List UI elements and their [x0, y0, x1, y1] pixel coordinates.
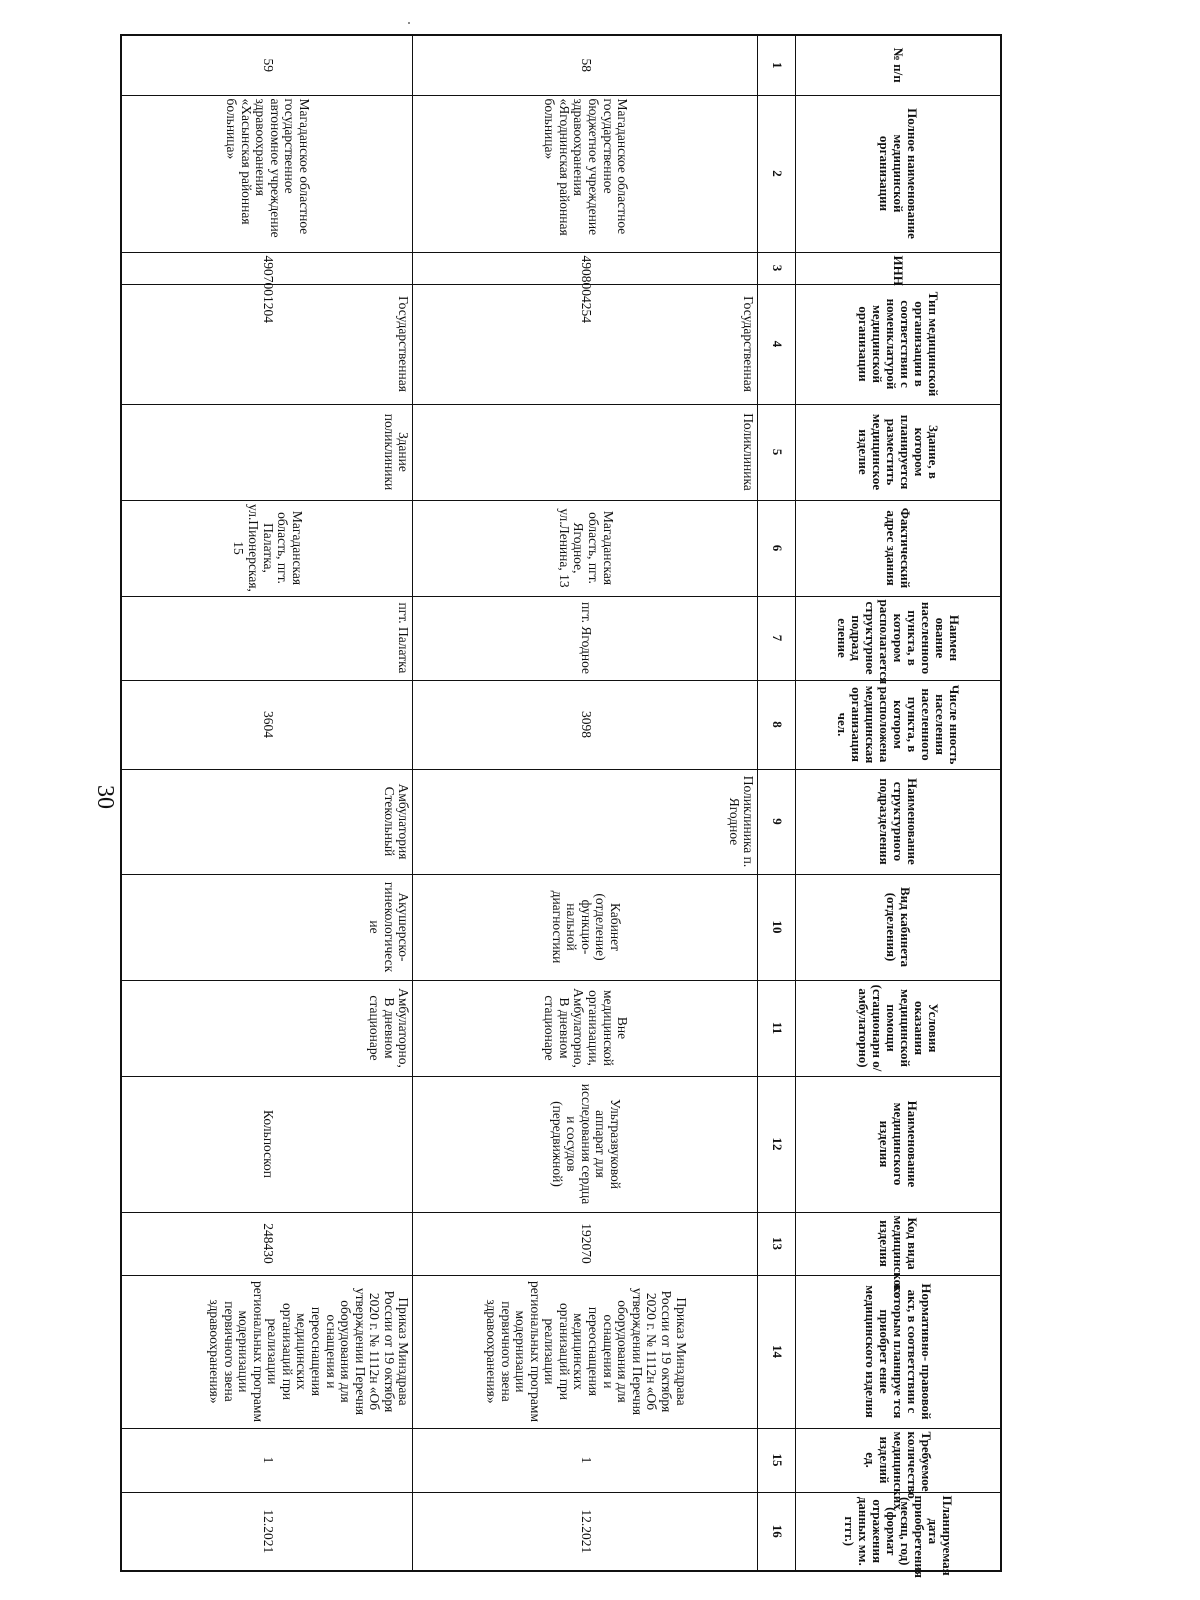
conditions: Вне медицинской организации, Амбулаторно, В дневном стационаре: [413, 980, 758, 1076]
header-cell: Здание, в котором планируется разместить медицинское изделие: [796, 404, 1001, 500]
device-code: 192070: [413, 1212, 758, 1275]
org-name: Магаданское областное государственное бюджетное учреждение здравоохранения «Ягоднинская районная больница»: [413, 95, 758, 252]
header-cell: Фактический адрес здания: [796, 500, 1001, 596]
row-number: 59: [121, 35, 413, 95]
header-cell: ИНН: [796, 252, 1001, 284]
address: Магаданская область, пгт. Палатка, ул.Пионерская, 15: [121, 500, 413, 596]
header-cell: Наименование медицинского изделия: [796, 1076, 1001, 1212]
scan-speck: [408, 22, 410, 24]
org-type: Государственная: [121, 284, 413, 404]
column-number: 13: [758, 1212, 796, 1275]
column-number: 16: [758, 1492, 796, 1571]
table-row: [413, 35, 758, 1571]
column-number: 2: [758, 95, 796, 252]
column-number: 12: [758, 1076, 796, 1212]
address: Магаданская область, пгт. Ягодное, ул.Ленина, 13: [413, 500, 758, 596]
population: 3604: [121, 680, 413, 769]
header-cell: Тип медицинской организации в соответствии с номенклатурой медицинской организации: [796, 284, 1001, 404]
document-table: [122, 34, 1002, 1578]
inn: 4908004254: [413, 252, 758, 284]
column-number-row: [758, 35, 796, 1571]
settlement: пгт. Палатка: [121, 596, 413, 680]
column-number: 3: [758, 252, 796, 284]
column-number: 10: [758, 874, 796, 980]
conditions: Амбулаторно, В дневном стационаре: [121, 980, 413, 1076]
column-number: 6: [758, 500, 796, 596]
purchase-date: 12.2021: [121, 1492, 413, 1571]
column-number: 5: [758, 404, 796, 500]
column-number: 9: [758, 769, 796, 874]
header-cell: Числе нность населения населенного пункта, в котором расположена медицинская организация чел.: [796, 680, 1001, 769]
division: Поликлиника п. Ягодное: [413, 769, 758, 874]
device-name: Кольпоскоп: [121, 1076, 413, 1212]
header-cell: Условия оказания медицинской помощи (стационарн о/амбулаторно): [796, 980, 1001, 1076]
division: Амбулатория Стекольный: [121, 769, 413, 874]
quantity: 1: [121, 1428, 413, 1492]
org-type: Государственная: [413, 284, 758, 404]
population: 3098: [413, 680, 758, 769]
page-number: 30: [92, 785, 118, 809]
inn: 4907001204: [121, 252, 413, 284]
building: Поликлиника: [413, 404, 758, 500]
header-cell: № п/п: [796, 35, 1001, 95]
header-row: [796, 35, 1001, 1571]
column-number: 7: [758, 596, 796, 680]
header-cell: Нормативно- правовой акт, в соответствии с которым планируе тся приобрет ение медицинского изделия: [796, 1275, 1001, 1428]
device-code: 248430: [121, 1212, 413, 1275]
header-cell: Полное наименование медицинской организации: [796, 95, 1001, 252]
row-number: 58: [413, 35, 758, 95]
cabinet: Акушерско-гинекологическ ие: [121, 874, 413, 980]
header-cell: Наименование структурного подразделения: [796, 769, 1001, 874]
building: Здание поликлиники: [121, 404, 413, 500]
column-number: 15: [758, 1428, 796, 1492]
header-cell: Наимен ование населенного пункта, в котором располагается структурное подразд еление: [796, 596, 1001, 680]
legal-act: Приказ Минздрава России от 19 октября 2020 г. № 1112н «Об утверждении Перечня оборудования для оснащения и переоснащения медицинских организаций при реализации региональных программ модернизации первичного звена здравоохранения»: [413, 1275, 758, 1428]
quantity: 1: [413, 1428, 758, 1492]
column-number: 1: [758, 35, 796, 95]
org-name: Магаданское областное государственное автономное учреждение здравоохранения «Хасынская районная больница»: [121, 95, 413, 252]
legal-act: Приказ Минздрава России от 19 октября 2020 г. № 1112н «Об утверждении Перечня оборудования для оснащения и переоснащения медицинских организаций при реализации региональных программ модернизации первичного звена здравоохранения»: [121, 1275, 413, 1428]
cabinet: Кабинет (отделение) функцио- нальной диагностики: [413, 874, 758, 980]
equipment-table: [120, 34, 1002, 1578]
header-cell: Требуемое количество медицинских изделий ед.: [796, 1428, 1001, 1492]
header-cell: Планируемая дата приобретения (месяц, год) (формат отражения данных мм. гггг.): [796, 1492, 1001, 1571]
device-name: Ультразвуковой аппарат для исследования сердца и сосудов (передвижной): [413, 1076, 758, 1212]
purchase-date: 12.2021: [413, 1492, 758, 1571]
column-number: 4: [758, 284, 796, 404]
settlement: пгт. Ягодное: [413, 596, 758, 680]
column-number: 14: [758, 1275, 796, 1428]
table-row: [121, 35, 413, 1571]
header-cell: Код вида медицинского изделия: [796, 1212, 1001, 1275]
column-number: 8: [758, 680, 796, 769]
header-cell: Вид кабинета (отделения): [796, 874, 1001, 980]
column-number: 11: [758, 980, 796, 1076]
